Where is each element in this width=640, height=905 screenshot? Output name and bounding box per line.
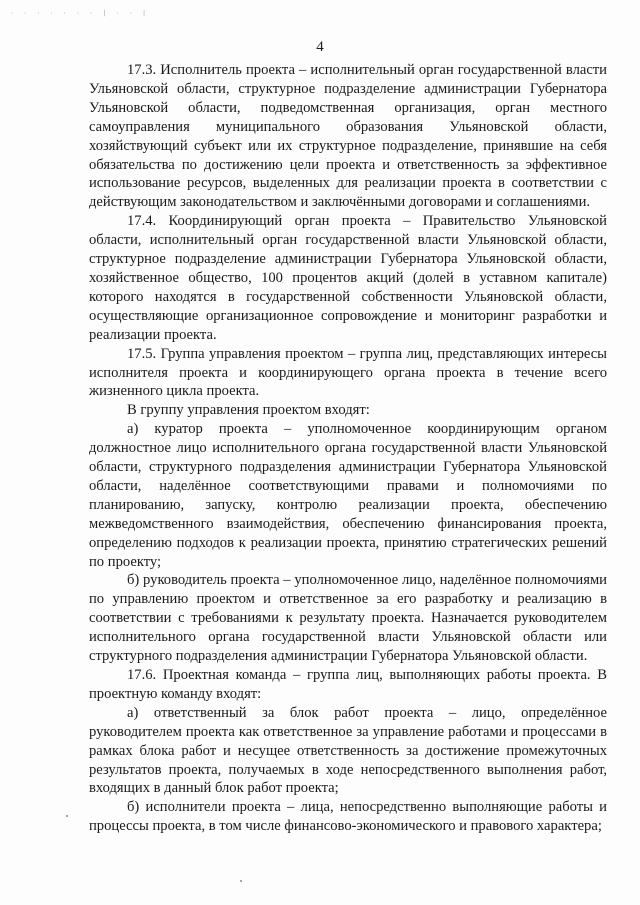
clause-17-5-list-intro: В группу управления проектом входят: [127,402,370,419]
scan-speck [240,880,242,882]
document-body [89,61,607,836]
clause-17-6-item-b: б) исполнители проекта – лица, непосредственно выполняющие работы и процессы проекта, в том числе финансово-экономического и правового характера; [89,799,607,835]
clause-17-5-item-b: б) руководитель проекта – уполномоченное лицо, наделённое полномочиями по управлению проектом и ответственное за его разработку и реализацию в соответствии с требованиями к результату проекта. Назначается руководителем исполнительного органа государственной власти Ульяновской области или структурного подразделения администрации Губернатора Ульяновской области. [89,572,607,665]
clause-17-5-item-a: а) куратор проекта – уполномоченное координирующим органом должностное лицо исполнительного органа государственной власти Ульяновской области, структурного подразделения администрации Губернатора Ульяновской области, наделённое соответствующими правами и полномочиями по планированию, запуску, контролю реализации проекта, обеспечению межведомственного взаимодействия, обеспечению финансирования проекта, определению подходов к реализации проекта, принятию стратегических решений по проекту; [89,421,607,570]
page-number: 4 [316,39,324,55]
clause-17-5: 17.5. Группа управления проектом – группа лиц, представляющих интересы исполнителя проекта и координирующего органа проекта в течение всего жизненного цикла проекта. [89,345,607,400]
scan-header-marks: · · · · · · · | · · | [10,10,149,17]
scan-speck [66,815,68,817]
clause-17-3: 17.3. Исполнитель проекта – исполнительный орган государственной власти Ульяновской области, структурное подразделение администрации Губернатора Ульяновской области, подведомственная организация, орган местного самоуправления муниципального образования Ульяновской области, хозяйствующий субъект или их структурное подразделение, принявшие на себя обязательства по достижению цели проекта и ответственность за эффективное использование ресурсов, выделенных для реализации проекта в соответствии с действующим законодательством и заключёнными договорами и соглашениями. [89,62,607,211]
clause-17-6-item-a: а) ответственный за блок работ проекта – лицо, определённое руководителем проекта как ответственное за управление работами и процессами в рамках блока работ и несущее ответственность за достижение промежуточных результатов проекта, получаемых в ходе непосредственного выполнения работ, входящих в данный блок работ проекта; [89,704,607,797]
clause-17-4: 17.4. Координирующий орган проекта – Правительство Ульяновской области, исполнительный орган государственной власти Ульяновской области, структурное подразделение администрации Губернатора Ульяновской области, хозяйственное общество, 100 процентов акций (долей в уставном капитале) которого находятся в государственной собственности Ульяновской области, осуществляющие организационное сопровождение и мониторинг разработки и реализации проекта. [89,213,607,343]
clause-17-6: 17.6. Проектная команда – группа лиц, выполняющих работы проекта. В проектную команду входят: [89,667,607,702]
